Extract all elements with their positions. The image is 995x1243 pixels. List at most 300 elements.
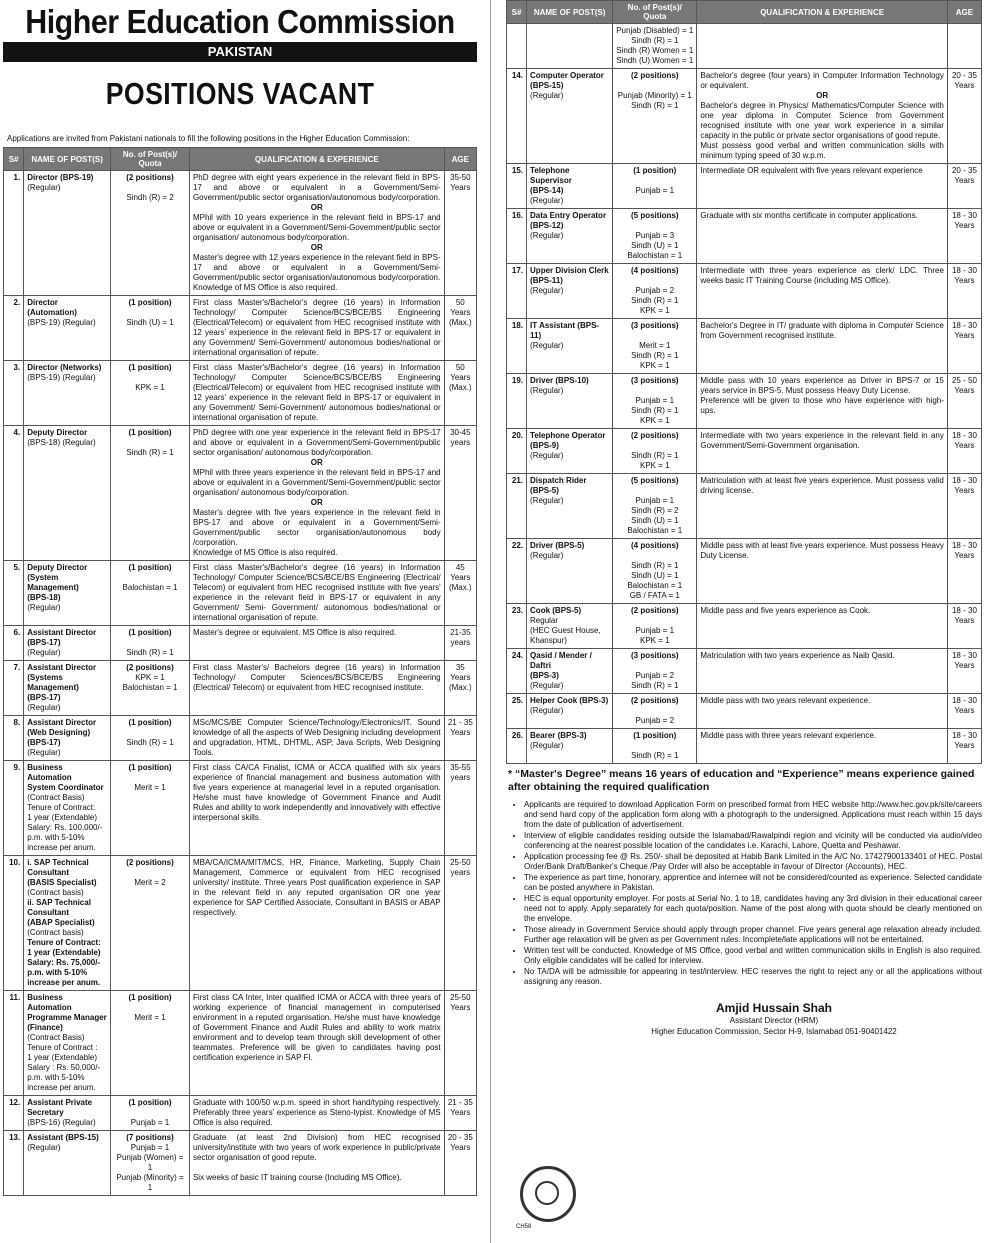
- serial-number: 6.: [4, 626, 24, 661]
- qualification-text: Matriculation with two years experience as Naib Qasid.: [700, 651, 895, 660]
- qualification-cell: [189, 1131, 444, 1196]
- age-limit: 20 - 35 Years: [444, 1131, 476, 1196]
- table-row: [4, 296, 477, 361]
- header-qual: QUALIFICATION & EXPERIENCE: [189, 148, 444, 171]
- post-type: (Regular): [530, 706, 564, 715]
- instruction-item: • Applicants are required to download Application Form on prescribed format from HEC website http://www.hec.gov.pk/site/careers and send hard copy of the application form along with a photograph to the undersigned. Applications must reach within 15 days from the date of publication of advertisement.: [524, 800, 982, 830]
- serial-number: 12.: [4, 1096, 24, 1131]
- positions-table-right: [506, 0, 982, 764]
- post-name: Qasid / Mender / Daftri (BPS-3): [530, 651, 592, 680]
- qualification-text: First class Master's/ Bachelors degree (16 years) in Information Technology/ Computer Sciences/BCS/BCE/BS Engineering (Electrical/ Telecom) or equivalent from HEC recognised institute.: [192, 663, 441, 692]
- age-limit: 21 - 35 Years: [444, 1096, 476, 1131]
- post-name-cell: [527, 729, 613, 764]
- quota-cell: [111, 661, 190, 716]
- post-type: (Regular): [530, 231, 564, 240]
- qualification-cell: [189, 361, 444, 426]
- post-name: Upper Division Clerk (BPS-11): [530, 266, 609, 285]
- qualification-text: Bachelor's degree (four years) in Computer Information Technology or equivalent.: [700, 71, 944, 90]
- qualification-text: Intermediate with two years experience in the relevant field in any Government/Semi-Government organisation.: [700, 431, 944, 450]
- quota-breakdown: Punjab = 2 Sindh (R) = 1: [631, 671, 679, 690]
- contract-terms: Tenure of Contract: 1 year (Extendable) Salary: Rs. 75,000/- p.m. with 5-10% increase per anum.: [27, 938, 101, 987]
- column-divider: [490, 0, 491, 1243]
- post-count: (2 positions): [631, 696, 679, 705]
- quota-breakdown: Merit = 1 Sindh (R) = 1 KPK = 1: [631, 341, 679, 370]
- seal-emblem-icon: [535, 1181, 559, 1205]
- serial-number: 5.: [4, 561, 24, 626]
- table-row: [507, 604, 982, 649]
- post-name-cell: [527, 24, 613, 69]
- qualification-cell: [697, 319, 948, 374]
- quota-breakdown: KPK = 1: [135, 383, 165, 392]
- post-name: Deputy Director (System Management) (BPS-18): [27, 563, 88, 602]
- post-name-cell: [527, 264, 613, 319]
- quota-cell: [111, 626, 190, 661]
- quota-breakdown: Sindh (R) = 2: [126, 193, 174, 202]
- post-count: (5 positions): [631, 211, 679, 220]
- quota-breakdown: Punjab = 2 Sindh (R) = 1 KPK = 1: [631, 286, 679, 315]
- table-header-row: [507, 1, 982, 24]
- post-type: (Regular): [530, 91, 564, 100]
- table-row: [507, 429, 982, 474]
- qualification-text: Matriculation with at least five years experience. Must possess valid driving license.: [700, 476, 944, 495]
- post-type: (Regular): [27, 603, 61, 612]
- post-type: (Contract basis): [27, 888, 84, 897]
- quota-breakdown: Sindh (R) = 1: [631, 751, 679, 760]
- qualification-text: First class Master's/Bachelor's degree (16 years) in Information Technology/ Computer Science/BCS/BCE/BS Engineering (Electrical/Telecom) or equivalent from HEC recognised institute with 12 years' experience in the relevant field in BPS-17 or equivalent in any Government/ Semi-Government/ autonomous bodies/national or international organisation of repute.: [192, 298, 441, 357]
- country-bar: PAKISTAN: [3, 42, 477, 62]
- quota-breakdown: Punjab = 1 Punjab (Women) = 1 Punjab (Minority) = 1: [116, 1143, 184, 1192]
- post-count: (3 positions): [631, 376, 679, 385]
- qualification-cell: [189, 171, 444, 296]
- header-name: NAME OF POST(S): [527, 1, 613, 24]
- post-name-cell: [24, 761, 111, 856]
- table-row: [4, 716, 477, 761]
- serial-number: 14.: [507, 69, 527, 164]
- serial-number: 10.: [4, 856, 24, 991]
- quota-cell: [111, 361, 190, 426]
- header-name: NAME OF POST(S): [24, 148, 111, 171]
- post-name: Dispatch Rider (BPS-5): [530, 476, 587, 495]
- post-count: (3 positions): [631, 321, 679, 330]
- serial-number: 11.: [4, 991, 24, 1096]
- age-limit: 18 - 30 Years: [947, 429, 981, 474]
- age-limit: 21 - 35 Years: [444, 716, 476, 761]
- post-name-cell: [24, 1096, 111, 1131]
- post-type: Regular (HEC Guest House, Khanspur): [530, 616, 601, 645]
- quota-cell: [111, 1096, 190, 1131]
- post-count: (1 position): [128, 1098, 172, 1107]
- qualification-text: Bachelor's Degree in IT/ graduate with diploma in Computer Science from Government recognised institute.: [700, 321, 944, 340]
- qualification-text: Middle pass with at least five years experience. Must possess Heavy Duty License.: [700, 541, 944, 560]
- post-count: (2 positions): [126, 173, 174, 182]
- qualification-cell: [697, 729, 948, 764]
- age-limit: 18 - 30 Years: [947, 649, 981, 694]
- serial-number: 22.: [507, 539, 527, 604]
- table-row: [507, 729, 982, 764]
- qualification-cell: [189, 426, 444, 561]
- quota-cell: [613, 649, 697, 694]
- instructions-list: [506, 800, 982, 987]
- signatory-name: Amjid Hussain Shah: [715, 1001, 833, 1015]
- post-type: (BPS-19) (Regular): [27, 318, 96, 327]
- post-name: Director (Automation): [27, 298, 77, 317]
- qualification-text: MPhil with three years experience in the relevant field in BPS-17 and above or equivalent in a Government/Semi-Government/public sector organisation/ autonomous body/corporation.: [192, 468, 441, 497]
- post-count: (1 position): [128, 993, 172, 1002]
- qualification-text: Middle pass with 10 years experience as Driver in BPS-7 or 15 years service in BPS-5. Must possess Heavy Duty License. Preference will be given to those who have experience with high-ups.: [700, 376, 944, 415]
- instruction-item: • Those already in Government Service should apply through proper channel. Five years general age relaxation already included. Further age relaxation will be given as per Government rules. Incomplete/late applications will not be entertained.: [524, 925, 982, 945]
- post-type-secondary: (Contract basis): [27, 928, 84, 937]
- post-count: (2 positions): [631, 606, 679, 615]
- qualification-cell: [697, 164, 948, 209]
- qualification-text: Intermediate OR equivalent with five years relevant experience: [700, 166, 923, 175]
- post-count: (2 positions): [631, 431, 679, 440]
- post-name: Business Automation System Coordinator: [27, 763, 104, 792]
- post-name: Assistant Director (BPS-17): [27, 628, 97, 647]
- qualification-cell: [697, 649, 948, 694]
- hec-seal-icon: [520, 1166, 576, 1222]
- serial-number: 13.: [4, 1131, 24, 1196]
- post-type: (BPS-19) (Regular): [27, 373, 96, 382]
- quota-cell: [613, 69, 697, 164]
- table-row: [4, 171, 477, 296]
- age-limit: 18 - 30 Years: [947, 264, 981, 319]
- post-type: (Regular): [530, 496, 564, 505]
- table-row: [4, 426, 477, 561]
- post-name-cell: [24, 561, 111, 626]
- qualification-text: First class CA/CA Finalist, ICMA or ACCA qualified with six years experience of financial management and business automation with five years experience at managerial level in a reputed organisation. He/she must have knowledge of Government Finance and Audit Rules and ability to work independently and innovatively with effective interpersonal skills.: [192, 763, 441, 822]
- quota-cell: [613, 209, 697, 264]
- post-type: (Regular): [27, 1143, 61, 1152]
- serial-number: 2.: [4, 296, 24, 361]
- quota-cell: [613, 374, 697, 429]
- table-row: [507, 209, 982, 264]
- serial-number: 21.: [507, 474, 527, 539]
- qualification-cell: [697, 474, 948, 539]
- qualification-cell: [189, 661, 444, 716]
- quota-breakdown: Punjab (Disabled) = 1 Sindh (R) = 1 Sindh (R) Women = 1 Sindh (U) Women = 1: [616, 26, 694, 65]
- post-name-cell: [24, 661, 111, 716]
- age-limit: 18 - 30 Years: [947, 474, 981, 539]
- post-name-cell: [24, 626, 111, 661]
- post-name: Helper Cook (BPS-3): [530, 696, 609, 705]
- post-count: (1 position): [633, 731, 677, 740]
- post-name-cell: [527, 539, 613, 604]
- table-row: [507, 474, 982, 539]
- post-type: (Regular): [530, 341, 564, 350]
- qualification-cell: [189, 991, 444, 1096]
- post-count: (2 positions): [126, 858, 174, 867]
- post-count: (1 position): [633, 166, 677, 175]
- or-separator: OR: [310, 498, 323, 507]
- qualification-cell: [189, 1096, 444, 1131]
- instruction-item: • HEC is equal opportunity employer. For posts at Serial No. 1 to 18, candidates having any 3rd division in their educational career need not to apply. Apply separately for each quota/position. Name of the post along with quota should be clearly mentioned on the envelope.: [524, 894, 982, 924]
- table-row: [507, 164, 982, 209]
- quota-breakdown: Punjab = 1: [130, 1118, 170, 1127]
- table-row: [507, 319, 982, 374]
- quota-cell: [613, 729, 697, 764]
- positions-table-left: [3, 147, 477, 1196]
- post-name-cell: [527, 429, 613, 474]
- post-name-cell: [527, 649, 613, 694]
- table-row: [507, 649, 982, 694]
- post-type: (Regular): [27, 703, 61, 712]
- serial-number: 25.: [507, 694, 527, 729]
- left-column: [3, 0, 477, 1196]
- post-name: Assistant Director (Web Designing) (BPS-17): [27, 718, 97, 747]
- post-type: (BPS-16) (Regular): [27, 1118, 96, 1127]
- post-name: i. SAP Technical Consultant (BASIS Specialist): [27, 858, 97, 887]
- qualification-cell: [189, 561, 444, 626]
- header-sn: S#: [507, 1, 527, 24]
- age-limit: 35-50 Years: [444, 171, 476, 296]
- serial-number: [507, 24, 527, 69]
- quota-breakdown: Punjab = 3 Sindh (U) = 1 Balochistan = 1: [627, 231, 683, 260]
- qualification-text: Graduate with six months certificate in computer applications.: [700, 211, 918, 220]
- table-row: [4, 361, 477, 426]
- serial-number: 4.: [4, 426, 24, 561]
- age-limit: 20 - 35 Years: [947, 164, 981, 209]
- post-name-cell: [24, 171, 111, 296]
- qualification-text: MSc/MCS/BE Computer Science/Technology/Electronics/IT. Sound knowledge of all the aspects of Web Designing including development and upgradation, HTML, DHTML, ASP, Java Scripts, Web Designing Tools.: [192, 718, 441, 757]
- age-limit: 50 Years (Max.): [444, 361, 476, 426]
- table-row: [4, 991, 477, 1096]
- quota-cell: [111, 426, 190, 561]
- post-count: (1 position): [128, 363, 172, 372]
- instruction-item: • Written test will be conducted. Knowledge of MS Office, good verbal and written communication skills in English is also required. Only eligible candidates will be called for interview.: [524, 946, 982, 966]
- post-name-cell: [527, 319, 613, 374]
- qualification-cell: [189, 626, 444, 661]
- quota-breakdown: Punjab (Minority) = 1 Sindh (R) = 1: [617, 91, 692, 110]
- qualification-cell: [697, 264, 948, 319]
- intro-text: Applications are invited from Pakistani nationals to fill the following positions in the Higher Education Commission:: [7, 134, 410, 143]
- post-count: (2 positions): [631, 71, 679, 80]
- post-count: (4 positions): [631, 266, 679, 275]
- header-quota: No. of Post(s)/ Quota: [613, 1, 697, 24]
- table-row: [507, 69, 982, 164]
- qualification-text: MBA/CA/ICMA/MIT/MCS, HR, Finance, Marketing, Supply Chain Management, Commerce or equivalent from HEC recognised university/ institute. Three years Post qualification experience in SAP in the relevant field in any reputed organisation OR one year experience for SAP Certified Associate, Consultant in BASIS or ABAP respectively.: [192, 858, 441, 917]
- table-row: [4, 561, 477, 626]
- qualification-cell: [697, 24, 948, 69]
- qualification-text: Graduate (at least 2nd Division) from HEC recognised university/institute with two years of work experience in public/private sector organisation of good repute. Six weeks of basic IT training course (Including MS Office).: [192, 1133, 441, 1182]
- post-type: (Regular): [27, 183, 61, 192]
- quota-cell: [613, 694, 697, 729]
- quota-breakdown: Sindh (R) = 1 KPK = 1: [631, 451, 679, 470]
- quota-breakdown: Punjab = 2: [635, 716, 675, 725]
- post-name: Driver (BPS-10): [530, 376, 589, 385]
- serial-number: 23.: [507, 604, 527, 649]
- post-type: (Regular): [27, 748, 61, 757]
- post-name: Cook (BPS-5): [530, 606, 582, 615]
- post-count: (1 position): [128, 718, 172, 727]
- post-name-cell: [527, 209, 613, 264]
- or-separator: OR: [816, 91, 829, 100]
- quota-cell: [613, 604, 697, 649]
- serial-number: 19.: [507, 374, 527, 429]
- post-name: Assistant (BPS-15): [27, 1133, 99, 1142]
- post-name-cell: [527, 374, 613, 429]
- serial-number: 24.: [507, 649, 527, 694]
- qualification-text: Graduate with 100/50 w.p.m. speed in short hand/typing respectively. Preferably three years' experience as Steno-typist. Knowledge of MS Office is also required.: [192, 1098, 441, 1127]
- post-type: (Regular): [530, 551, 564, 560]
- serial-number: 7.: [4, 661, 24, 716]
- age-limit: 18 - 30 Years: [947, 209, 981, 264]
- qualification-text: PhD degree with one year experience in the relevant field in BPS-17 and above or equivalent in a Government/Semi-Government/public sector organisation/ autonomous body/corporation.: [192, 428, 441, 457]
- instruction-item: • No TA/DA will be admissible for appearing in test/interview. HEC reserves the right to reject any or all the applications without assigning any reason.: [524, 967, 982, 987]
- post-type: (Regular): [27, 648, 61, 657]
- age-limit: 25 - 50 Years: [947, 374, 981, 429]
- serial-number: 26.: [507, 729, 527, 764]
- quota-breakdown: Merit = 1: [134, 1013, 166, 1022]
- serial-number: 20.: [507, 429, 527, 474]
- quota-cell: [613, 264, 697, 319]
- table-row: [4, 856, 477, 991]
- quota-breakdown: Sindh (U) = 1: [126, 318, 174, 327]
- qualification-text: First class CA Inter, Inter qualified ICMA or ACCA with three years of working experience of financial management in computerised environment in a reputed organisation. He/she must have knowledge of Government Finance and Audit Rules and ability to work matrix environment and to develop team through skill development of other teammates. Preference will be given to candidates having post certification experience in SAP FI.: [192, 993, 441, 1062]
- post-count: (7 positions): [126, 1133, 174, 1142]
- post-type: (Regular): [530, 196, 564, 205]
- post-name: Computer Operator (BPS-15): [530, 71, 604, 90]
- qualification-text: Master's degree with five years experience in the relevant field in BPS-17 and above or equivalent in a Government/Semi-Government/public sector organisation/autonomous body /corporation. Knowledge of MS Office is also required.: [192, 508, 441, 557]
- masters-degree-note: * “Master's Degree” means 16 years of education and “Experience” means experience gained after obtaining the required qualification: [508, 768, 975, 793]
- age-limit: 18 - 30 Years: [947, 604, 981, 649]
- quota-cell: [111, 761, 190, 856]
- post-name: IT Assistant (BPS-11): [530, 321, 600, 340]
- quota-breakdown: Sindh (R) = 1: [126, 648, 174, 657]
- post-type: (Regular): [530, 681, 564, 690]
- post-name-cell: [527, 604, 613, 649]
- qualification-cell: [697, 539, 948, 604]
- qualification-text: Intermediate with three years experience as clerk/ LDC. Three weeks basic IT Training Course (including MS Office).: [700, 266, 944, 285]
- age-limit: 35-55 years: [444, 761, 476, 856]
- qualification-text: PhD degree with eight years experience in the relevant field in BPS-17 and above or equivalent in a Government/Semi-Government/public sector organisation/autonomous body/corporation.: [192, 173, 441, 202]
- post-name: Business Automation Programme Manager (Finance): [27, 993, 107, 1032]
- table-row: [4, 1131, 477, 1196]
- table-row: [507, 24, 982, 69]
- quota-breakdown: Punjab = 1 Sindh (R) = 2 Sindh (U) = 1 Balochistan = 1: [627, 496, 683, 535]
- qualification-text: Master's degree or equivalent. MS Office is also required.: [192, 628, 397, 637]
- post-name: Telephone Operator (BPS-9): [530, 431, 606, 450]
- header-sn: S#: [4, 148, 24, 171]
- table-row: [4, 661, 477, 716]
- serial-number: 17.: [507, 264, 527, 319]
- post-name: Telephone Supervisor (BPS-14): [530, 166, 572, 195]
- post-count: (1 position): [128, 628, 172, 637]
- quota-breakdown: Sindh (R) = 1 Sindh (U) = 1 Balochistan = 1 GB / FATA = 1: [627, 561, 683, 600]
- qualification-cell: [189, 761, 444, 856]
- post-name-cell: [527, 474, 613, 539]
- positions-body-left: [4, 171, 477, 1196]
- post-count: (1 position): [128, 563, 172, 572]
- page-title: Higher Education Commission: [25, 3, 455, 40]
- quota-cell: [613, 539, 697, 604]
- table-row: [507, 264, 982, 319]
- qualification-text: MPhil with 10 years experience in the relevant field in BPS-17 and above or equivalent in a Government/Semi-Government/public sector organisation/ autonomous body/corporation.: [192, 213, 441, 242]
- quota-cell: [111, 991, 190, 1096]
- post-name: Director (Networks): [27, 363, 102, 372]
- age-limit: 20 - 35 Years: [947, 69, 981, 164]
- age-limit: 25-50 years: [444, 856, 476, 991]
- qualification-cell: [697, 69, 948, 164]
- post-name-cell: [527, 164, 613, 209]
- post-type: (Regular): [530, 386, 564, 395]
- serial-number: 1.: [4, 171, 24, 296]
- post-count: (4 positions): [631, 541, 679, 550]
- instruction-item: • Interview of eligible candidates residing outside the Islamabad/Rawalpindi region and vicinity will be conducted via audio/video conferencing at the nearest possible location of the candidates i.e. Karachi, Lahore, Quetta and Peshawar.: [524, 831, 982, 851]
- quota-cell: [613, 429, 697, 474]
- serial-number: 18.: [507, 319, 527, 374]
- table-row: [507, 539, 982, 604]
- quota-cell: [111, 561, 190, 626]
- qualification-cell: [697, 694, 948, 729]
- instruction-item: • The experience as part time, honorary, apprentice and internee will not be considered/counted as experience. Selected candidate can be posted anywhere in Pakistan.: [524, 873, 982, 893]
- post-name: Driver (BPS-5): [530, 541, 585, 550]
- positions-body-right: [507, 24, 982, 764]
- post-name: Director (BPS-19): [27, 173, 94, 182]
- quota-cell: [613, 24, 697, 69]
- qualification-cell: [697, 209, 948, 264]
- instruction-item: • Application processing fee @ Rs. 250/- shall be deposited at Habib Bank Limited in the A/C No. 17427900133401 of HEC. Postal Order/Bank Draft/Banker's Cheque /Pay Order will also be acceptable in favour of Director (Accounts), HEC.: [524, 852, 982, 872]
- post-count: (3 positions): [631, 651, 679, 660]
- age-limit: 35 Years (Max.): [444, 661, 476, 716]
- qualification-text: Bachelor's degree in Physics/ Mathematics/Computer Science with one year diploma in Computer Science from Government recognised institute with one year work experience in a similar capacity in the public or private sector organisations of good repute. Must possess good verbal and written communication skills with minimum typing speed of 30 w.p.m.: [700, 101, 944, 160]
- post-name-cell: [24, 856, 111, 991]
- quota-breakdown: Balochistan = 1: [122, 583, 178, 592]
- quota-cell: [111, 296, 190, 361]
- post-name-cell: [24, 296, 111, 361]
- post-type: (Contract Basis) Tenure of Contract : 1 year (Extendable) Salary : Rs. 50,000/- p.m. with 5-10% increase per anum.: [27, 1033, 101, 1092]
- post-count: (2 positions): [126, 663, 174, 672]
- quota-cell: [111, 856, 190, 991]
- post-type: (Regular): [530, 286, 564, 295]
- quota-breakdown: KPK = 1 Balochistan = 1: [122, 673, 178, 692]
- quota-cell: [613, 319, 697, 374]
- qualification-text: Middle pass with three years relevant experience.: [700, 731, 877, 740]
- qualification-text: Master's degree with 12 years experience in the relevant field in BPS-17 and above or equivalent in a Government/Semi-Government/public sector organisation/autonomous body/corporation. Knowledge of MS Office is also required.: [192, 253, 441, 292]
- post-name: Data Entry Operator (BPS-12): [530, 211, 607, 230]
- qualification-text: Middle pass and five years experience as Cook.: [700, 606, 871, 615]
- post-count: (5 positions): [631, 476, 679, 485]
- serial-number: 3.: [4, 361, 24, 426]
- qualification-cell: [697, 604, 948, 649]
- age-limit: 18 - 30 Years: [947, 539, 981, 604]
- post-type: (Contract Basis) Tenure of Contract: 1 year (Extendable) Salary: Rs. 100,000/- p.m. with 5-10% increase per anum.: [27, 793, 103, 852]
- qualification-text: Middle pass with two years relevant experience.: [700, 696, 871, 705]
- quota-breakdown: Sindh (R) = 1: [126, 738, 174, 747]
- or-separator: OR: [310, 243, 323, 252]
- post-name-cell: [527, 69, 613, 164]
- age-limit: 18 - 30 Years: [947, 319, 981, 374]
- post-count: (1 position): [128, 763, 172, 772]
- post-name-cell: [24, 991, 111, 1096]
- post-type: (Regular): [530, 741, 564, 750]
- header-age: AGE: [444, 148, 476, 171]
- age-limit: [947, 24, 981, 69]
- age-limit: 25-50 Years: [444, 991, 476, 1096]
- post-name-cell: [24, 716, 111, 761]
- post-name: Deputy Director: [27, 428, 88, 437]
- qualification-cell: [189, 716, 444, 761]
- quota-cell: [111, 1131, 190, 1196]
- quota-cell: [613, 164, 697, 209]
- serial-number: 15.: [507, 164, 527, 209]
- post-name-cell: [24, 361, 111, 426]
- table-row: [4, 761, 477, 856]
- qualification-cell: [697, 374, 948, 429]
- table-row: [4, 626, 477, 661]
- quota-breakdown: Punjab = 1 KPK = 1: [635, 626, 675, 645]
- qualification-cell: [189, 296, 444, 361]
- quota-breakdown: Merit = 2: [134, 878, 166, 887]
